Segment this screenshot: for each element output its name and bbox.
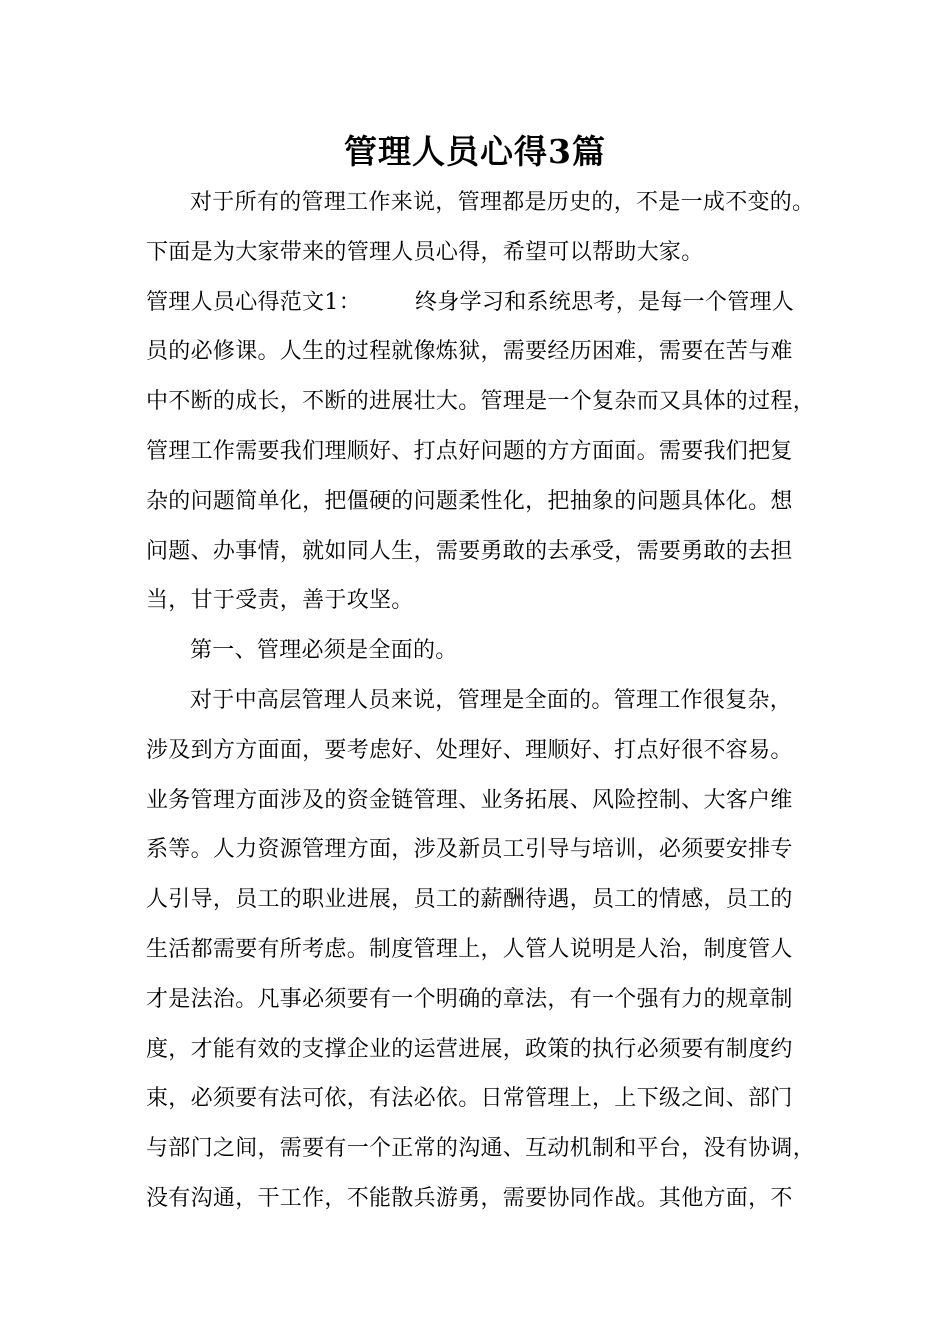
paragraph-line: 杂的问题简单化，把僵硬的问题柔性化，把抽象的问题具体化。想: [146, 488, 793, 514]
paragraph-line: 与部门之间，需要有一个正常的沟通、互动机制和平台，没有协调，: [146, 1136, 816, 1162]
paragraph-line: 管理工作需要我们理顺好、打点好问题的方方面面。需要我们把复: [146, 438, 793, 464]
section-heading-line: [146, 278, 826, 328]
paragraph-line: 对于所有的管理工作来说，管理都是历史的，不是一成不变的。: [190, 190, 815, 215]
paragraph-line: 没有沟通，干工作，不能散兵游勇，需要协同作战。其他方面，不: [146, 1185, 793, 1211]
section-heading: 管理人员心得范文1：: [146, 289, 361, 315]
paragraph-line: 问题、办事情，就如同人生，需要勇敢的去承受，需要勇敢的去担: [146, 538, 793, 564]
page-title: 管理人员心得3篇: [344, 132, 606, 171]
paragraph-line: 当，甘于受责，善于攻坚。: [146, 588, 414, 614]
paragraph-line: 束，必须要有法可依，有法必依。日常管理上，上下级之间、部门: [146, 1086, 793, 1112]
paragraph-line: 员的必修课。人生的过程就像炼狱，需要经历困难，需要在苦与难: [146, 339, 793, 365]
paragraph-line: 系等。人力资源管理方面，涉及新员工引导与培训，必须要安排专: [146, 837, 793, 863]
paragraph-line: 才是法治。凡事必须要有一个明确的章法，有一个强有力的规章制: [146, 986, 793, 1012]
paragraph-line: 中不断的成长，不断的进展壮大。管理是一个复杂而又具体的过程，: [146, 389, 816, 415]
paragraph-line: 人引导，员工的职业进展，员工的薪酬待遇，员工的情感，员工的: [146, 887, 793, 913]
paragraph-line: 下面是为大家带来的管理人员心得，希望可以帮助大家。: [146, 239, 704, 265]
document-body: [146, 178, 826, 1224]
paragraph-text: 终身学习和系统思考，是每一个管理人: [415, 289, 795, 315]
paragraph-line: 业务管理方面涉及的资金链管理、业务拓展、风险控制、大客户维: [146, 787, 793, 813]
paragraph-line: 涉及到方方面面，要考虑好、处理好、理顺好、打点好很不容易。: [146, 737, 793, 763]
paragraph-line: 度，才能有效的支撑企业的运营进展，政策的执行必须要有制度约: [146, 1036, 793, 1062]
paragraph-line: 生活都需要有所考虑。制度管理上，人管人说明是人治，制度管人: [146, 936, 793, 962]
paragraph-line: 对于中高层管理人员来说，管理是全面的。管理工作很复杂，: [190, 687, 793, 713]
paragraph-line: 第一、管理必须是全面的。: [190, 638, 458, 664]
